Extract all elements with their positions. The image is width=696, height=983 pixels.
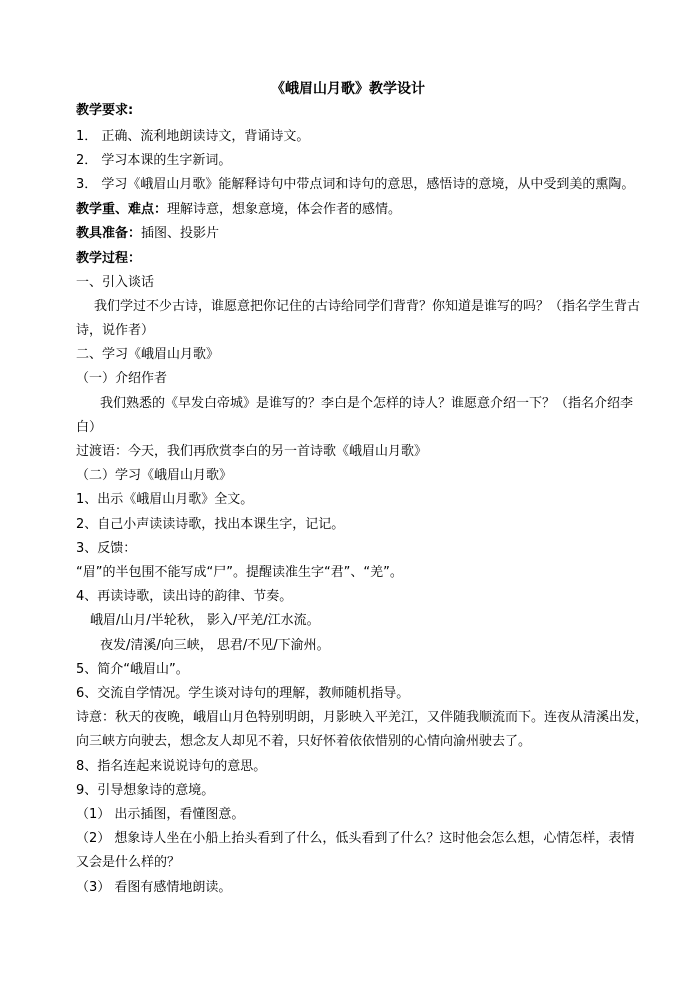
poem-line-1: 峨眉/山月/半轮秋， 影入/平羌/江水流。 bbox=[90, 613, 320, 628]
step-8: 8、指名连起来说说诗句的意思。 bbox=[76, 759, 267, 774]
sub1-text-line2: 白） bbox=[76, 420, 103, 435]
sub-step-2-line1: （2） 想象诗人坐在小船上抬头看到了什么，低头看到了什么？这时他会怎么想，心情怎样，表情 bbox=[76, 831, 635, 846]
step-2: 2、自己小声读读诗歌，找出本课生字，记记。 bbox=[76, 517, 345, 532]
step-6: 6、交流自学情况。学生谈对诗句的理解，教师随机指导。 bbox=[76, 686, 410, 701]
aids-text: 插图、投影片 bbox=[141, 226, 220, 241]
sub2-heading: （二）学习《峨眉山月歌》 bbox=[76, 468, 233, 483]
meaning-line-1: 诗意：秋天的夜晚，峨眉山月色特别明朗，月影映入平羌江，又伴随我顺流而下。连夜从清溪出发， bbox=[76, 710, 649, 725]
part2-heading: 二、学习《峨眉山月歌》 bbox=[76, 347, 220, 362]
requirement-item-1: 1． 正确、流利地朗读诗文，背诵诗文。 bbox=[76, 129, 310, 144]
requirement-item-3: 3． 学习《峨眉山月歌》能解释诗句中带点词和诗句的意思，感悟诗的意境，从中受到美的熏陶。 bbox=[76, 177, 635, 192]
key-points-label: 教学重、难点： bbox=[76, 202, 168, 217]
aids-line bbox=[76, 225, 636, 243]
step-1: 1、出示《峨眉山月歌》全文。 bbox=[76, 492, 254, 507]
sub-step-3: （3） 看图有感情地朗读。 bbox=[76, 880, 232, 895]
meaning-line-2: 向三峡方向驶去，想念友人却见不着，只好怀着依依惜别的心情向渝州驶去了。 bbox=[76, 734, 532, 749]
sub-step-2-line2: 又会是什么样的？ bbox=[76, 855, 181, 870]
requirements-heading: 教学要求: bbox=[76, 103, 134, 118]
sub1-heading: （一）介绍作者 bbox=[76, 371, 168, 386]
part1-text-line1: 我们学过不少古诗，谁愿意把你记住的古诗给同学们背背？你知道是谁写的吗？（指名学生背古 bbox=[94, 299, 641, 314]
step-9: 9、引导想象诗的意境。 bbox=[76, 783, 215, 798]
part1-text-line2: 诗，说作者） bbox=[76, 323, 155, 338]
process-heading: 教学过程： bbox=[76, 251, 142, 266]
step-4: 4、再读诗歌，读出诗的韵律、节奏。 bbox=[76, 589, 293, 604]
document-title: 《峨眉山月歌》教学设计 bbox=[271, 81, 425, 97]
poem-line-2: 夜发/清溪/向三峡， 思君/不见/下渝州。 bbox=[100, 638, 330, 653]
step-3: 3、反馈： bbox=[76, 541, 137, 556]
aids-label: 教具准备： bbox=[76, 226, 142, 241]
sub-step-1: （1） 出示插图，看懂图意。 bbox=[76, 807, 245, 822]
sub1-text-line1: 我们熟悉的《早发白帝城》是谁写的？李白是个怎样的诗人？谁愿意介绍一下？（指名介绍李 bbox=[100, 396, 634, 411]
step-3-note: “眉”的半包围不能写成“尸”。提醒读准生字“君”、“羌”。 bbox=[76, 565, 403, 580]
transition-line: 过渡语：今天，我们再欣赏李白的另一首诗歌《峨眉山月歌》 bbox=[76, 444, 428, 459]
key-points-line bbox=[76, 201, 636, 219]
step-5: 5、简介“峨眉山”。 bbox=[76, 662, 189, 677]
part1-heading: 一、引入谈话 bbox=[76, 275, 155, 290]
key-points-text: 理解诗意，想象意境，体会作者的感情。 bbox=[167, 202, 402, 217]
requirement-item-2: 2． 学习本课的生字新词。 bbox=[76, 153, 232, 168]
